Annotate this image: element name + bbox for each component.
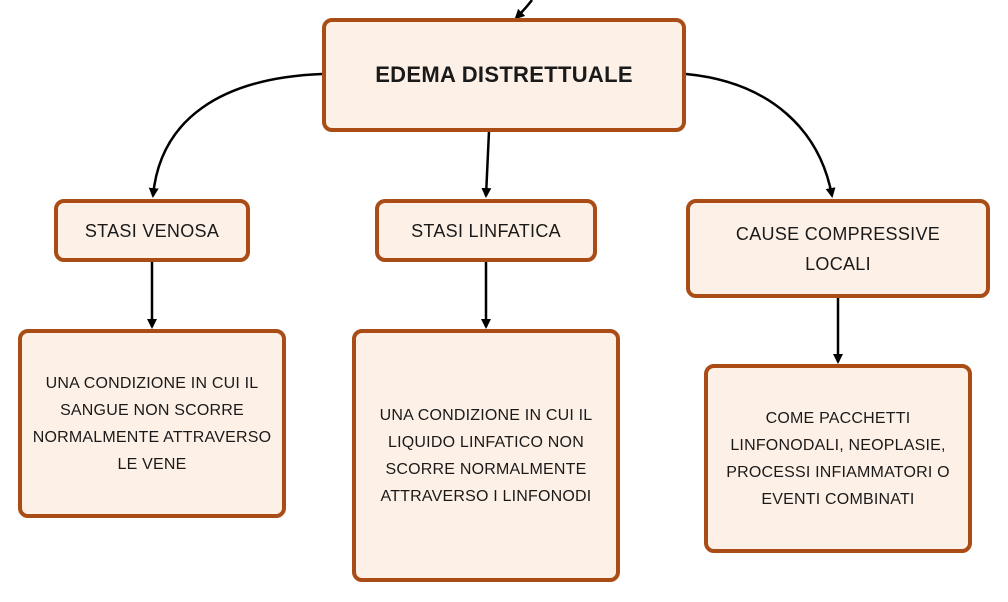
detail-text: COME PACCHETTI LINFONODALI, NEOPLASIE, PROCESSI INFIAMMATORI O EVENTI COMBINATI bbox=[726, 409, 950, 508]
detail-node-stasi-venosa bbox=[18, 329, 286, 518]
arrow-root-to-cause-compressive bbox=[686, 74, 832, 196]
branch-node-cause-compressive bbox=[686, 199, 990, 298]
detail-node-stasi-linfatica bbox=[352, 329, 620, 582]
root-label: EDEMA DISTRETTUALE bbox=[375, 62, 633, 87]
incoming-arrow bbox=[516, 0, 532, 18]
arrow-root-to-stasi-venosa bbox=[153, 74, 322, 196]
branch-node-stasi-venosa bbox=[54, 199, 250, 262]
arrow-root-to-stasi-linfatica bbox=[486, 131, 489, 196]
branch-label: STASI LINFATICA bbox=[411, 220, 561, 241]
branch-node-stasi-linfatica bbox=[375, 199, 597, 262]
detail-text: UNA CONDIZIONE IN CUI IL LIQUIDO LINFATICO NON SCORRE NORMALMENTE ATTRAVERSO I LINFONODI bbox=[379, 406, 593, 505]
detail-text: UNA CONDIZIONE IN CUI IL SANGUE NON SCORRE NORMALMENTE ATTRAVERSO LE VENE bbox=[32, 374, 272, 473]
branch-label: CAUSE COMPRESSIVE LOCALI bbox=[735, 223, 941, 274]
branch-label: STASI VENOSA bbox=[84, 220, 220, 241]
root-node bbox=[322, 18, 686, 132]
detail-node-cause-compressive bbox=[704, 364, 972, 553]
